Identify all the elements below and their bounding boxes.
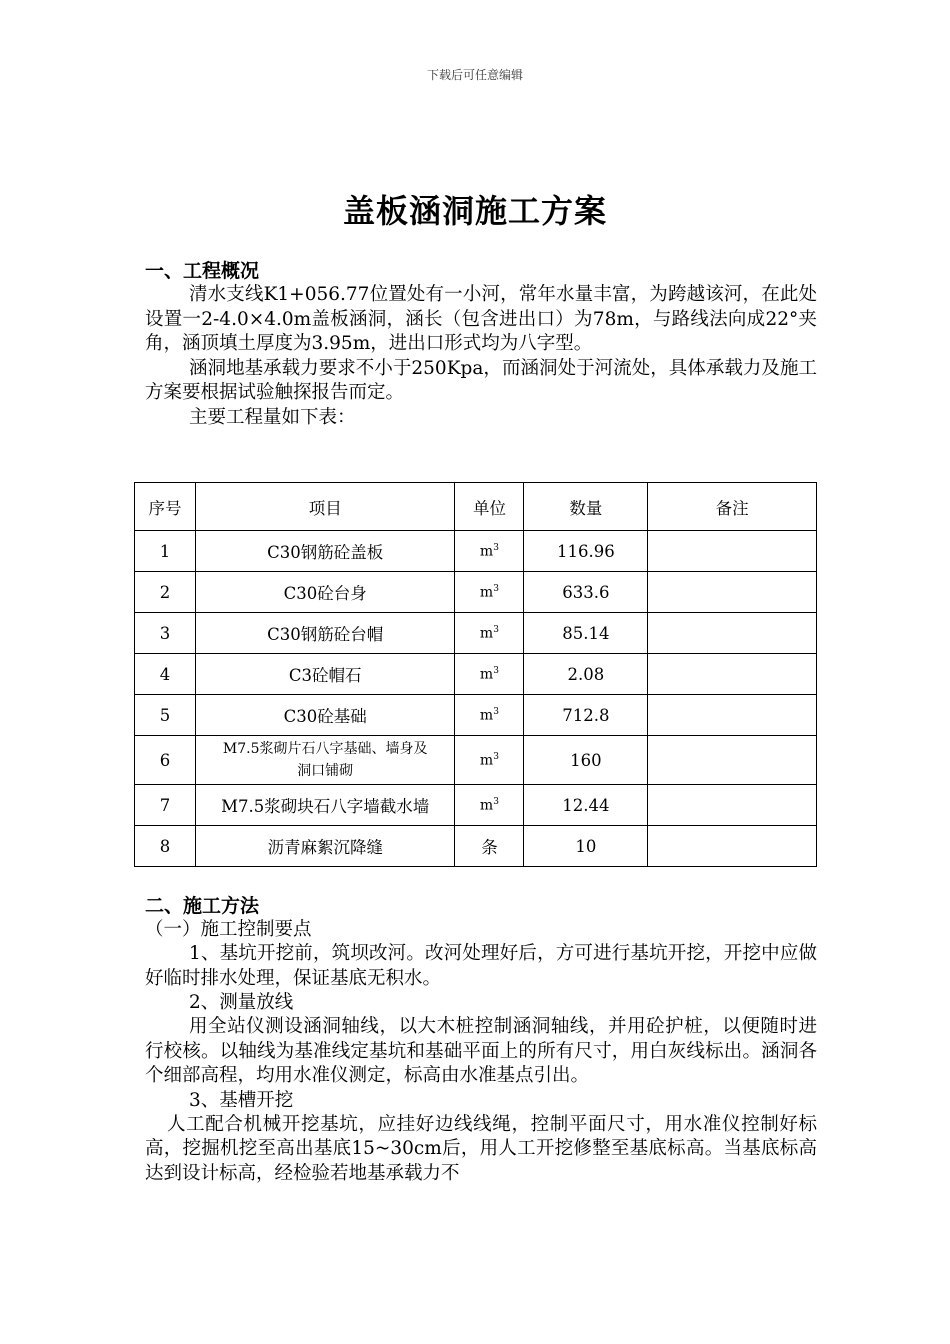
table-row bbox=[135, 826, 817, 867]
document-title: 盖板涵洞施工方案 bbox=[342, 192, 607, 230]
row-item: C3砼帽石 bbox=[195, 654, 455, 695]
row-item: C30钢筋砼盖板 bbox=[195, 531, 455, 572]
row-item: C30钢筋砼台帽 bbox=[195, 613, 455, 654]
section-heading: 二、施工方法 bbox=[145, 895, 260, 917]
row-quantity: 10 bbox=[524, 826, 648, 867]
row-note bbox=[648, 736, 817, 785]
row-note bbox=[648, 785, 817, 826]
section-methods bbox=[145, 894, 817, 1186]
table-row bbox=[135, 695, 817, 736]
table-row bbox=[135, 654, 817, 695]
header-cell: 项目 bbox=[195, 483, 455, 531]
section-overview bbox=[145, 259, 817, 430]
row-number: 4 bbox=[135, 654, 196, 695]
table-row bbox=[135, 613, 817, 654]
row-item: M7.5浆砌块石八字墙截水墙 bbox=[195, 785, 455, 826]
paragraph: 用全站仪测设涵洞轴线，以大木桩控制涵洞轴线，并用砼护桩，以便随时进行校核。以轴线为基准线定基坑和基础平面上的所有尺寸，用白灰线标出。涵洞各个细部高程，均用水准仪测定，标高由水准基点引出。 bbox=[145, 1016, 817, 1086]
row-note bbox=[648, 572, 817, 613]
row-quantity: 85.14 bbox=[524, 613, 648, 654]
row-unit: $m^3$ bbox=[455, 531, 524, 572]
row-number: 1 bbox=[135, 531, 196, 572]
item-heading: 3、基槽开挖 bbox=[189, 1089, 294, 1111]
row-item: C30砼台身 bbox=[195, 572, 455, 613]
row-unit: $m^3$ bbox=[455, 613, 524, 654]
row-note bbox=[648, 613, 817, 654]
table-row bbox=[135, 531, 817, 572]
header-cell: 单位 bbox=[455, 483, 524, 531]
quantity-table bbox=[134, 482, 817, 867]
header-cell: 备注 bbox=[648, 483, 817, 531]
row-quantity: 116.96 bbox=[524, 531, 648, 572]
header-cell: 序号 bbox=[135, 483, 196, 531]
row-number: 8 bbox=[135, 826, 196, 867]
row-unit: $m^3$ bbox=[455, 654, 524, 695]
row-unit: $m^3$ bbox=[455, 785, 524, 826]
row-note bbox=[648, 531, 817, 572]
row-unit: 条 bbox=[455, 826, 524, 867]
table-row bbox=[135, 785, 817, 826]
row-number: 3 bbox=[135, 613, 196, 654]
row-number: 5 bbox=[135, 695, 196, 736]
row-note bbox=[648, 654, 817, 695]
row-quantity: 160 bbox=[524, 736, 648, 785]
item-heading: 2、测量放线 bbox=[189, 992, 294, 1013]
row-item: M7.5浆砌片石八字基础、墙身及 洞口铺砌 bbox=[195, 736, 455, 785]
row-unit: $m^3$ bbox=[455, 572, 524, 613]
table-header-row bbox=[135, 483, 817, 531]
subsection-heading: （一）施工控制要点 bbox=[145, 919, 312, 940]
header-cell: 数量 bbox=[524, 483, 648, 531]
section-heading: 一、工程概况 bbox=[145, 260, 260, 282]
row-quantity: 12.44 bbox=[524, 785, 648, 826]
header-note: 下载后可任意编辑 bbox=[426, 68, 523, 82]
row-item: C30砼基础 bbox=[195, 695, 455, 736]
row-note bbox=[648, 695, 817, 736]
table-row bbox=[135, 572, 817, 613]
row-note bbox=[648, 826, 817, 867]
paragraph: 人工配合机械开挖基坑，应挂好边线线绳，控制平面尺寸，用水准仪控制好标高，挖掘机挖至高出基底15~30cm后，用人工开挖修整至基底标高。当基底标高达到设计标高，经检验若地基承载力不 bbox=[145, 1113, 817, 1184]
row-number: 2 bbox=[135, 572, 196, 613]
row-number: 7 bbox=[135, 785, 196, 826]
paragraph: 清水支线K1+056.77位置处有一小河，常年水量丰富，为跨越该河，在此处设置一2-4.0×4.0m盖板涵洞，涵长（包含进出口）为78m，与路线法向成22°夹角，涵顶填土厚度为3.95m，进出口形式均为八字型。 bbox=[145, 284, 817, 354]
row-quantity: 712.8 bbox=[524, 695, 648, 736]
paragraph: 主要工程量如下表： bbox=[189, 406, 356, 428]
table-row bbox=[135, 736, 817, 785]
row-unit: $m^3$ bbox=[455, 736, 524, 785]
paragraph: 1、基坑开挖前，筑坝改河。改河处理好后，方可进行基坑开挖，开挖中应做好临时排水处理，保证基底无积水。 bbox=[145, 943, 817, 989]
row-number: 6 bbox=[135, 736, 196, 785]
row-quantity: 633.6 bbox=[524, 572, 648, 613]
row-quantity: 2.08 bbox=[524, 654, 648, 695]
paragraph: 涵洞地基承载力要求不小于250Kpa，而涵洞处于河流处，具体承载力及施工方案要根据试验触探报告而定。 bbox=[145, 357, 817, 403]
row-item: 沥青麻絮沉降缝 bbox=[195, 826, 455, 867]
row-unit: $m^3$ bbox=[455, 695, 524, 736]
